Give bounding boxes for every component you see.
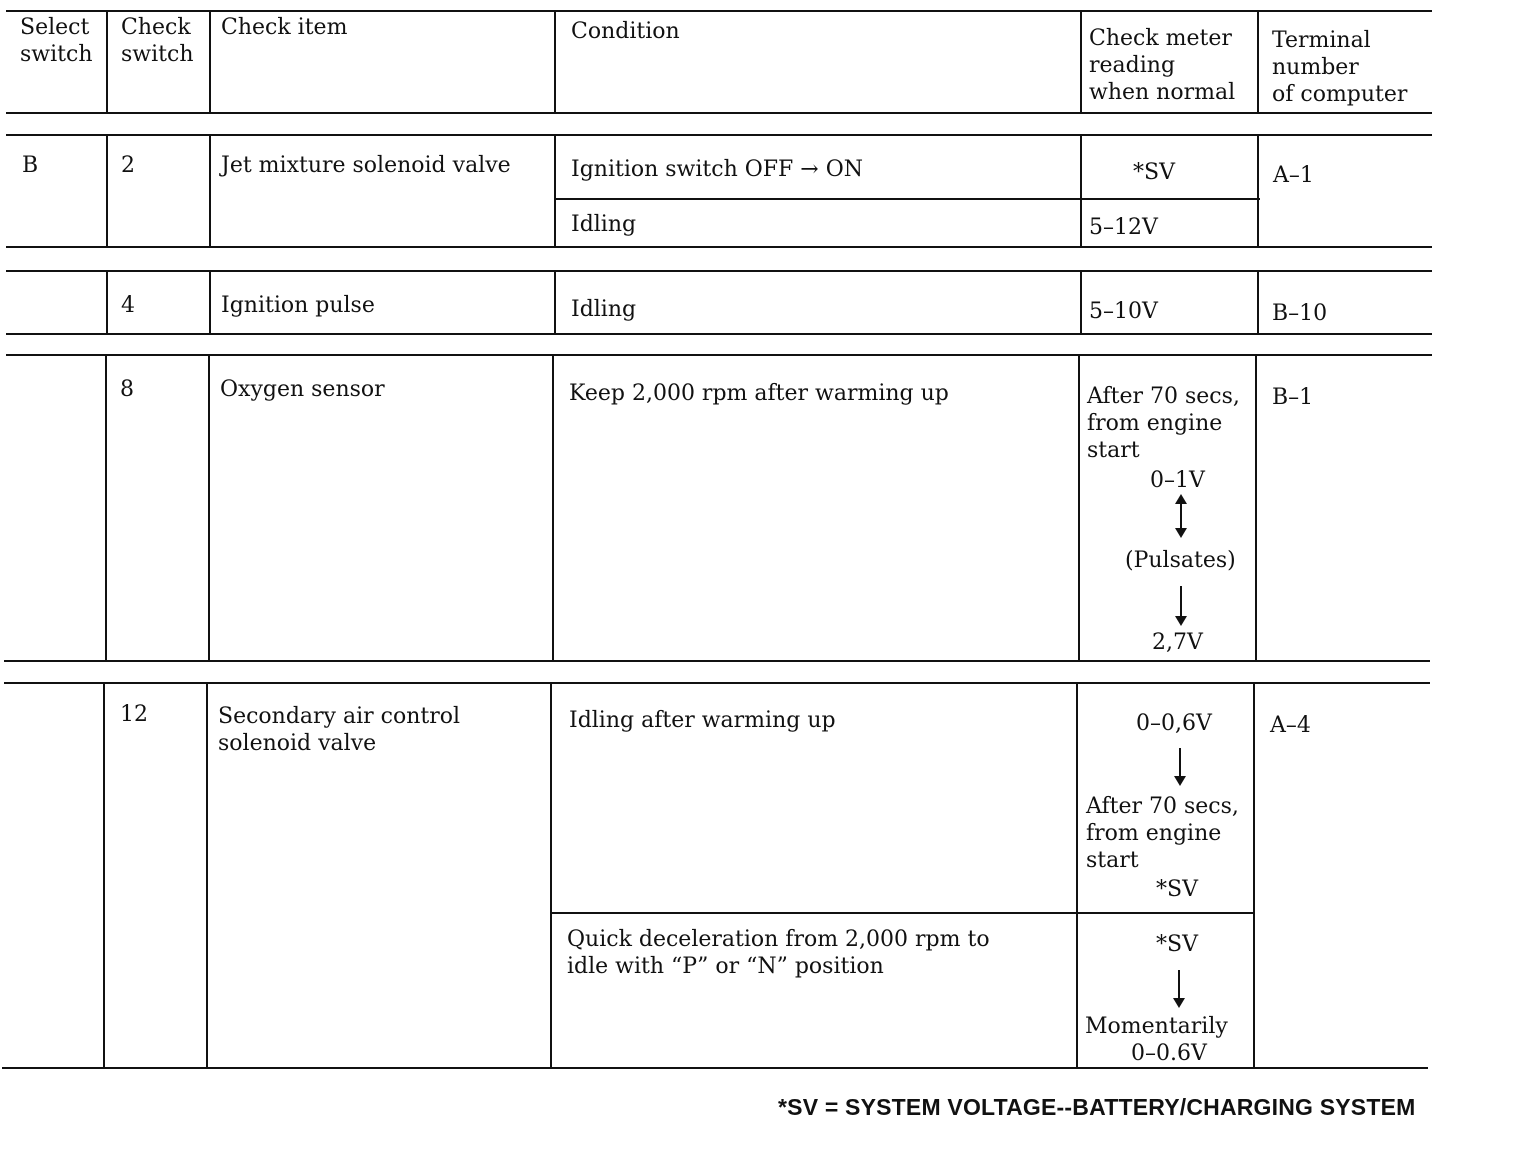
column-rule bbox=[552, 354, 554, 660]
condition-value bbox=[567, 926, 990, 980]
column-rule bbox=[209, 270, 211, 333]
condition-value: Keep 2,000 rpm after warming up bbox=[569, 381, 949, 406]
column-rule bbox=[1076, 682, 1078, 1067]
condition-value: Idling after warming up bbox=[569, 708, 836, 733]
column-rule bbox=[550, 682, 552, 1067]
check-item-value bbox=[218, 703, 460, 757]
meter-reading-line: *SV bbox=[1156, 877, 1198, 902]
meter-reading-value: *SV bbox=[1133, 160, 1175, 185]
check-item-value: Ignition pulse bbox=[221, 293, 375, 318]
header-line: of computer bbox=[1272, 82, 1408, 107]
meter-reading-line: After 70 secs, bbox=[1087, 384, 1240, 409]
table-top-rule bbox=[6, 10, 1432, 12]
column-rule bbox=[554, 134, 556, 246]
meter-reading-line: After 70 secs, bbox=[1086, 794, 1239, 819]
header-terminal-number bbox=[1272, 27, 1407, 108]
check-item-line: Secondary air control bbox=[218, 704, 460, 729]
table-bottom-rule bbox=[2, 1067, 1428, 1069]
column-rule bbox=[105, 354, 107, 660]
change-down-arrow bbox=[1178, 970, 1180, 1006]
row-rule bbox=[6, 333, 1432, 335]
column-rule bbox=[1080, 10, 1082, 112]
column-rule bbox=[106, 270, 108, 333]
column-rule bbox=[1257, 10, 1259, 112]
meter-reading-line: 0–1V bbox=[1150, 468, 1205, 493]
condition-value: Idling bbox=[571, 212, 637, 237]
column-rule bbox=[1080, 134, 1082, 246]
check-switch-value: 12 bbox=[120, 702, 148, 727]
header-line: switch bbox=[121, 42, 194, 67]
header-line: switch bbox=[20, 42, 93, 67]
meter-reading-line: (Pulsates) bbox=[1125, 548, 1236, 573]
header-line: Check bbox=[121, 15, 191, 40]
condition-value: Idling bbox=[571, 297, 637, 322]
column-rule bbox=[208, 354, 210, 660]
header-line: Select bbox=[20, 15, 90, 40]
pulsate-down-arrow bbox=[1180, 586, 1182, 624]
meter-reading-line: *SV bbox=[1156, 932, 1198, 957]
column-rule bbox=[554, 270, 556, 333]
condition-line: idle with “P” or “N” position bbox=[567, 954, 884, 979]
header-line: Terminal bbox=[1272, 28, 1371, 53]
meter-reading-line: 2,7V bbox=[1152, 630, 1203, 655]
condition-value: Ignition switch OFF → ON bbox=[571, 157, 864, 182]
check-switch-value: 8 bbox=[120, 377, 134, 402]
row-rule bbox=[4, 682, 1430, 684]
column-rule bbox=[1078, 354, 1080, 660]
header-bottom-rule bbox=[6, 112, 1432, 114]
row-rule bbox=[555, 198, 1260, 200]
row-rule bbox=[6, 354, 1432, 356]
check-switch-value: 2 bbox=[121, 153, 135, 178]
column-rule bbox=[1257, 270, 1259, 333]
pulsate-up-arrow bbox=[1180, 496, 1182, 536]
column-rule bbox=[209, 10, 211, 112]
column-rule bbox=[1253, 682, 1255, 1067]
condition-line: Quick deceleration from 2,000 rpm to bbox=[567, 927, 990, 952]
meter-reading-line: start bbox=[1087, 438, 1140, 463]
header-line: reading bbox=[1089, 53, 1176, 78]
meter-reading-line: start bbox=[1086, 848, 1139, 873]
column-rule bbox=[206, 682, 208, 1067]
header-check-switch bbox=[121, 14, 194, 68]
meter-reading-line: Momentarily bbox=[1085, 1014, 1228, 1039]
row-rule bbox=[6, 246, 1432, 248]
meter-reading-line: from engine bbox=[1086, 821, 1222, 846]
column-rule bbox=[103, 682, 105, 1067]
header-check-item: Check item bbox=[221, 15, 348, 40]
header-line: number bbox=[1272, 55, 1359, 80]
row-rule bbox=[552, 912, 1255, 914]
footnote: *SV = SYSTEM VOLTAGE--BATTERY/CHARGING SYSTEM bbox=[778, 1094, 1416, 1120]
row-rule bbox=[4, 660, 1430, 662]
meter-reading-value: 5–12V bbox=[1089, 215, 1158, 240]
header-meter-reading bbox=[1089, 25, 1235, 106]
meter-reading-line: 0–0.6V bbox=[1131, 1041, 1207, 1066]
terminal-value: A–1 bbox=[1273, 163, 1314, 188]
check-item-value: Oxygen sensor bbox=[220, 377, 385, 402]
column-rule bbox=[106, 10, 108, 112]
meter-reading-line: 0–0,6V bbox=[1136, 711, 1212, 736]
column-rule bbox=[106, 134, 108, 246]
header-line: Check meter bbox=[1089, 26, 1232, 51]
meter-reading-value: 5–10V bbox=[1089, 299, 1158, 324]
check-switch-value: 4 bbox=[121, 293, 135, 318]
change-down-arrow bbox=[1179, 748, 1181, 784]
terminal-value: A–4 bbox=[1270, 713, 1311, 738]
column-rule bbox=[1080, 270, 1082, 333]
column-rule bbox=[554, 10, 556, 112]
terminal-value: B–10 bbox=[1272, 301, 1328, 326]
meter-reading-line: from engine bbox=[1087, 411, 1223, 436]
column-rule bbox=[1257, 134, 1259, 246]
row-rule bbox=[6, 134, 1432, 136]
select-switch-value: B bbox=[22, 153, 39, 178]
header-select-switch bbox=[20, 14, 93, 68]
check-item-line: solenoid valve bbox=[218, 731, 377, 756]
header-condition: Condition bbox=[571, 19, 680, 44]
terminal-value: B–1 bbox=[1272, 385, 1314, 410]
column-rule bbox=[209, 134, 211, 246]
header-line: when normal bbox=[1089, 80, 1236, 105]
row-rule bbox=[6, 270, 1432, 272]
column-rule bbox=[1255, 354, 1257, 660]
check-item-value: Jet mixture solenoid valve bbox=[221, 153, 511, 178]
